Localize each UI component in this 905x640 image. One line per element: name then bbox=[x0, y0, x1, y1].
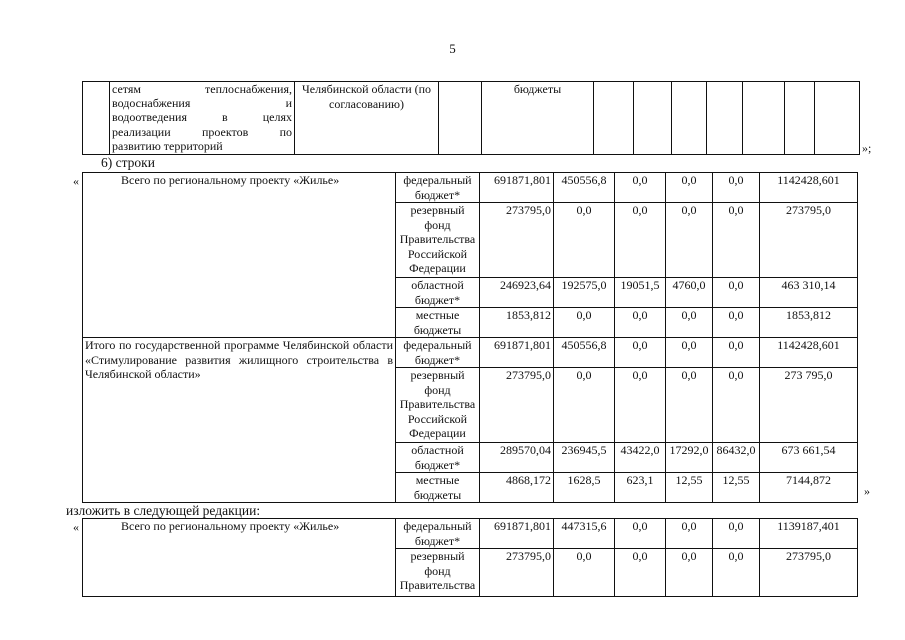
value-cell: 0,0 bbox=[666, 173, 713, 203]
value-cell: 0,0 bbox=[713, 308, 760, 338]
value-cell: 0,0 bbox=[713, 278, 760, 308]
description-line: водоотведения в целях bbox=[112, 110, 292, 125]
source-cell: бюджеты bbox=[482, 82, 594, 155]
value-cell: 1142428,601 bbox=[760, 173, 858, 203]
value-cell: 463 310,14 bbox=[760, 278, 858, 308]
value-cell: 691871,801 bbox=[480, 519, 554, 549]
source-cell: местные бюджеты bbox=[396, 308, 480, 338]
description-line: сетям теплоснабжения, bbox=[112, 82, 292, 96]
description-line: развитию территорий bbox=[112, 138, 223, 153]
value-cell: 450556,8 bbox=[554, 173, 615, 203]
value-cell: 691871,801 bbox=[480, 173, 554, 203]
value-cell: 0,0 bbox=[554, 368, 615, 443]
value-cell: 273795,0 bbox=[760, 203, 858, 278]
page-number: 5 bbox=[449, 41, 456, 56]
new-edition-label: изложить в следующей редакции: bbox=[66, 503, 261, 518]
value-cell: 236945,5 bbox=[554, 443, 615, 473]
value-cell: 0,0 bbox=[713, 203, 760, 278]
value-cell: 273795,0 bbox=[760, 549, 858, 597]
value-cell: 0,0 bbox=[615, 338, 666, 368]
open-quote: « bbox=[73, 174, 79, 188]
source-cell: федеральный бюджет* bbox=[396, 338, 480, 368]
value-cell: 1853,812 bbox=[760, 308, 858, 338]
value-cell: 273795,0 bbox=[480, 203, 554, 278]
source-cell: федеральный бюджет* bbox=[396, 519, 480, 549]
source-cell: резервный фонд Правительства Российской Федерации bbox=[396, 368, 480, 443]
value-cell: 0,0 bbox=[615, 368, 666, 443]
source-cell: областной бюджет* bbox=[396, 278, 480, 308]
value-cell: 0,0 bbox=[666, 338, 713, 368]
value-cell: 0,0 bbox=[666, 549, 713, 597]
value-cell: 0,0 bbox=[713, 549, 760, 597]
value-cell: 4868,172 bbox=[480, 473, 554, 503]
value-cell: 246923,64 bbox=[480, 278, 554, 308]
value-cell: 0,0 bbox=[666, 308, 713, 338]
value-cell: 447315,6 bbox=[554, 519, 615, 549]
value-cell: 0,0 bbox=[713, 519, 760, 549]
value-cell: 450556,8 bbox=[554, 338, 615, 368]
value-cell: 1853,812 bbox=[480, 308, 554, 338]
empty-cell bbox=[785, 82, 815, 155]
value-cell: 623,1 bbox=[615, 473, 666, 503]
source-cell: федеральный бюджет* bbox=[396, 173, 480, 203]
group-title bbox=[83, 519, 396, 597]
value-cell: 7144,872 bbox=[760, 473, 858, 503]
value-cell: 1628,5 bbox=[554, 473, 615, 503]
value-cell: 0,0 bbox=[615, 519, 666, 549]
close-quote: » bbox=[864, 484, 870, 498]
value-cell: 86432,0 bbox=[713, 443, 760, 473]
empty-cell bbox=[743, 82, 785, 155]
value-cell: 4760,0 bbox=[666, 278, 713, 308]
measure-description bbox=[110, 82, 295, 155]
empty-cell bbox=[594, 82, 634, 155]
value-cell: 0,0 bbox=[615, 203, 666, 278]
value-cell: 43422,0 bbox=[615, 443, 666, 473]
value-cell: 0,0 bbox=[554, 203, 615, 278]
value-cell: 12,55 bbox=[713, 473, 760, 503]
value-cell: 273795,0 bbox=[480, 549, 554, 597]
open-quote: « bbox=[73, 520, 79, 534]
source-cell: областной бюджет* bbox=[396, 443, 480, 473]
value-cell: 0,0 bbox=[666, 519, 713, 549]
value-cell: 273 795,0 bbox=[760, 368, 858, 443]
empty-cell bbox=[815, 82, 860, 155]
group-title bbox=[83, 173, 396, 338]
description-line: водоснабжения и bbox=[112, 96, 292, 111]
empty-cell bbox=[672, 82, 707, 155]
top-fragment-table bbox=[82, 81, 860, 155]
value-cell: 0,0 bbox=[615, 173, 666, 203]
value-cell: 0,0 bbox=[615, 549, 666, 597]
value-cell: 0,0 bbox=[713, 338, 760, 368]
value-cell: 12,55 bbox=[666, 473, 713, 503]
value-cell: 17292,0 bbox=[666, 443, 713, 473]
group-title-text: Всего по региональному проекту «Жилье» bbox=[121, 173, 340, 187]
empty-cell bbox=[634, 82, 672, 155]
close-mark: »; bbox=[862, 141, 872, 155]
description-line: реализации проектов по bbox=[112, 124, 292, 139]
source-cell: резервный фонд Правительства bbox=[396, 549, 480, 597]
new-rows-table bbox=[82, 518, 858, 597]
value-cell: 0,0 bbox=[615, 308, 666, 338]
party-cell: Челябинской области (по согласованию) bbox=[295, 82, 439, 155]
value-cell: 0,0 bbox=[713, 368, 760, 443]
group-title-text: Всего по региональному проекту «Жилье» bbox=[121, 519, 340, 533]
value-cell: 192575,0 bbox=[554, 278, 615, 308]
value-cell: 673 661,54 bbox=[760, 443, 858, 473]
value-cell: 273795,0 bbox=[480, 368, 554, 443]
value-cell: 0,0 bbox=[554, 308, 615, 338]
empty-cell bbox=[439, 82, 482, 155]
section-label: 6) строки bbox=[101, 155, 155, 170]
value-cell: 0,0 bbox=[666, 203, 713, 278]
empty-cell bbox=[707, 82, 743, 155]
old-rows-table bbox=[82, 172, 858, 503]
value-cell: 0,0 bbox=[666, 368, 713, 443]
empty-cell bbox=[83, 82, 110, 155]
value-cell: 0,0 bbox=[554, 549, 615, 597]
source-cell: местные бюджеты bbox=[396, 473, 480, 503]
group-title: Итого по государственной программе Челябинской области «Стимулирование развития жилищного строительства в Челябинской области» bbox=[83, 338, 396, 503]
value-cell: 1139187,401 bbox=[760, 519, 858, 549]
value-cell: 1142428,601 bbox=[760, 338, 858, 368]
value-cell: 19051,5 bbox=[615, 278, 666, 308]
source-cell: резервный фонд Правительства Российской Федерации bbox=[396, 203, 480, 278]
value-cell: 0,0 bbox=[713, 173, 760, 203]
value-cell: 691871,801 bbox=[480, 338, 554, 368]
value-cell: 289570,04 bbox=[480, 443, 554, 473]
